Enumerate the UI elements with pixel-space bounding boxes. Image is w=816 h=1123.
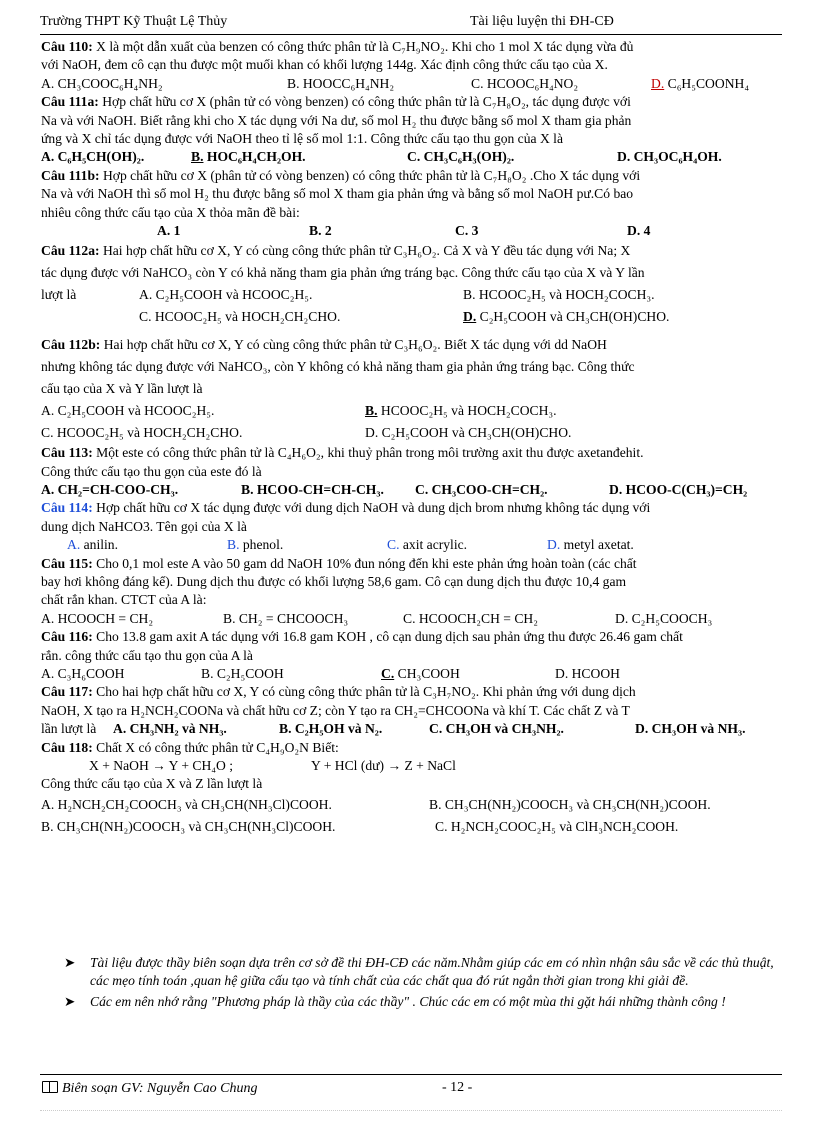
question-114: Câu 114: Hợp chất hữu cơ X tác dụng được với dung dịch NaOH và dung dịch brom nhưng không tác dụng với bbox=[41, 500, 651, 516]
bottom-dotted-rule bbox=[40, 1110, 782, 1111]
question-114-options bbox=[41, 536, 783, 554]
question-113-options bbox=[41, 481, 783, 499]
question-117: Câu 117: Cho hai hợp chất hữu cơ X, Y có cùng công thức phân tử là C₃H₇NO₂. Khi phản ứng với dung dịch bbox=[41, 684, 636, 700]
option-d: D. C₆H₅COONH₄ bbox=[651, 75, 750, 91]
question-111a-options bbox=[41, 148, 783, 166]
option-a: A. anilin. bbox=[67, 537, 118, 553]
option-c: C. HCOOC₂H₅ và HOCH₂CH₂CHO. bbox=[41, 425, 243, 441]
question-112b-options-1 bbox=[41, 400, 783, 422]
option-d: C. H₂NCH₂COOC₂H₅ và ClH₃NCH₂COOH. bbox=[435, 818, 679, 834]
option-c: C. HCOOC₂H₅ và HOCH₂CH₂CHO. bbox=[139, 309, 341, 325]
author-notes bbox=[64, 954, 776, 1013]
option-d: D. C₂H₅COOCH₃ bbox=[615, 610, 713, 626]
question-111b-options bbox=[41, 222, 783, 240]
option-d: D. C₂H₅COOH và CH₃CH(OH)CHO. bbox=[463, 309, 670, 325]
option-a: A. CH₃NH₂ và NH₃. bbox=[113, 721, 227, 737]
page-header bbox=[40, 12, 782, 35]
option-c: C. CH₃COO-CH=CH₂. bbox=[415, 482, 548, 498]
option-d: D. HCOO-C(CH₃)=CH₂ bbox=[609, 482, 748, 498]
question-118: Câu 118: Chất X có công thức phân tử C₄H₉O₂N Biết: bbox=[41, 739, 339, 755]
option-a: A. H₂NCH₂CH₂COOCH₃ và CH₃CH(NH₃Cl)COOH. bbox=[41, 796, 332, 812]
question-112b-options-2 bbox=[41, 422, 783, 444]
question-111a: Câu 111a: Hợp chất hữu cơ X (phân tử có vòng benzen) có công thức phân tử là C₇H₈O₂, tác dụng được với bbox=[41, 94, 631, 110]
question-111b: Câu 111b: Hợp chất hữu cơ X (phân tử có vòng benzen) có công thức phân tử là C₇H₈O₂ .Cho X tác dụng với bbox=[41, 167, 641, 183]
question-115: Câu 115: Cho 0,1 mol este A vào 50 gam dd NaOH 10% đun nóng đến khi este phản ứng hoàn toàn (các chất bbox=[41, 555, 637, 571]
question-117-options: lần lượt là A. CH₃NH₂ và NH₃. B. C₂H₅OH và N₂. C. CH₃OH và CH₃NH₂. D. CH₃OH và NH₃. bbox=[41, 720, 783, 738]
option-b: B. C₂H₅OH và N₂. bbox=[279, 721, 383, 737]
option-a: A. CH₂=CH-COO-CH₃. bbox=[41, 482, 179, 498]
option-c: C. HCOOCH₂CH = CH₂ bbox=[403, 610, 538, 626]
question-112a-options-1: lượt là A. C₂H₅COOH và HCOOC₂H₅. B. HCOOC₂H₅ và HOCH₂COCH₃. bbox=[41, 284, 783, 306]
option-a: A. CH₃COOC₆H₄NH₂ bbox=[41, 75, 163, 91]
option-a: A. C₆H₅CH(OH)₂. bbox=[41, 149, 145, 165]
author-credit: Biên soạn GV: Nguyễn Cao Chung bbox=[42, 1080, 257, 1097]
question-112a-options-2 bbox=[41, 306, 783, 328]
option-d: D. HCOOH bbox=[555, 665, 620, 681]
school-name: Trường THPT Kỹ Thuật Lệ Thủy bbox=[40, 14, 228, 29]
option-b: B. HCOOC₂H₅ và HOCH₂COCH₃. bbox=[365, 403, 557, 419]
document-title: Tài liệu luyện thi ĐH-CĐ bbox=[470, 14, 614, 29]
option-b: B. 2 bbox=[309, 222, 332, 238]
option-c: C. 3 bbox=[455, 222, 479, 238]
option-d: D. CH₃OH và NH₃. bbox=[635, 721, 746, 737]
option-d: D. 4 bbox=[627, 222, 651, 238]
question-112a: Câu 112a: Hai hợp chất hữu cơ X, Y có cùng công thức phân tử C₃H₆O₂. Cả X và Y đều tác dụng với Na; X bbox=[41, 243, 631, 259]
option-d: D. metyl axetat. bbox=[547, 537, 634, 553]
question-118-options-2 bbox=[41, 816, 783, 838]
option-c: C. axit acrylic. bbox=[387, 537, 468, 553]
question-110-options bbox=[41, 75, 783, 93]
option-b: B. CH₂ = CHCOOCH₃ bbox=[223, 610, 349, 626]
note-item: ➤ Các em nên nhớ rằng "Phương pháp là thầy của các thầy" . Chúc các em có một mùa thi gặt hái những thành công ! bbox=[64, 993, 776, 1011]
note-item: ➤ Tài liệu được thầy biên soạn dựa trên cơ sở đề thi ĐH-CĐ các năm.Nhằm giúp các em có nhìn nhận sâu sắc về các thủ thuật, các mẹo tính toán ,quan hệ giữa cấu tạo và tính chất của các chất qua đó rút ngắn thời gian trong khi giải đề. bbox=[64, 955, 774, 989]
option-a: A. C₂H₅COOH và HCOOC₂H₅. bbox=[41, 403, 215, 419]
question-118-equations: X + NaOH → Y + CH₄O ; Y + HCl (dư) → Z + NaCl bbox=[89, 757, 456, 773]
arrow-bullet-icon: ➤ bbox=[64, 993, 76, 1009]
option-a: A. 1 bbox=[157, 222, 181, 238]
option-a: A. C₃H₆COOH bbox=[41, 665, 125, 681]
question-110: Câu 110: X là một dẫn xuất của benzen có công thức phân tử là C₇H₉NO₂. Khi cho 1 mol X tác dụng vừa đủ bbox=[41, 39, 634, 54]
option-c: C. CH₃OH và CH₃NH₂. bbox=[429, 721, 564, 737]
option-c: B. CH₃CH(NH₂)COOCH₃ và CH₃CH(NH₃Cl)COOH. bbox=[41, 818, 336, 834]
question-116: Câu 116: Cho 13.8 gam axit A tác dụng với 16.8 gam KOH , cô cạn dung dịch sau phản ứng thu được 26.46 gam chất bbox=[41, 629, 683, 645]
question-115-options bbox=[41, 610, 783, 628]
option-c: C. CH₃C₆H₃(OH)₂. bbox=[407, 149, 515, 165]
option-b: B. phenol. bbox=[227, 537, 284, 553]
option-b: B. CH₃CH(NH₂)COOCH₃ và CH₃CH(NH₂)COOH. bbox=[429, 796, 711, 812]
option-b: B. HCOOC₂H₅ và HOCH₂COCH₃. bbox=[463, 287, 655, 303]
option-a: A. HCOOCH = CH₂ bbox=[41, 610, 154, 626]
option-b: B. HOOCC₆H₄NH₂ bbox=[287, 75, 395, 91]
option-d: D. C₂H₅COOH và CH₃CH(OH)CHO. bbox=[365, 425, 572, 441]
option-b: B. HCOO-CH=CH-CH₃. bbox=[241, 482, 384, 498]
question-116-options bbox=[41, 665, 783, 683]
page-footer bbox=[40, 1074, 782, 1096]
question-112b: Câu 112b: Hai hợp chất hữu cơ X, Y có cùng công thức phân tử C₃H₆O₂. Biết X tác dụng với dd NaOH bbox=[41, 337, 607, 353]
arrow-bullet-icon: ➤ bbox=[64, 955, 76, 970]
book-icon bbox=[42, 1081, 58, 1093]
page-number: - 12 - bbox=[442, 1080, 473, 1095]
option-b: B. C₂H₅COOH bbox=[201, 665, 284, 681]
option-c: C. CH₃COOH bbox=[381, 665, 460, 681]
question-113: Câu 113: Một este có công thức phân tử là C₄H₆O₂, khi thuỷ phân trong môi trường axit thu được axetanđehit. bbox=[41, 445, 644, 461]
option-d: D. CH₃OC₆H₄OH. bbox=[617, 149, 722, 165]
question-list: Câu 110: X là một dẫn xuất của benzen có công thức phân tử là C₇H₉NO₂. Khi cho 1 mol X tác dụng vừa đủ với NaOH, đem cô cạn thu được một muối khan có khối lượng 144g. Xác định công thức cấu tạo của X. A. CH₃COOC₆H₄NH₂ B. HOOCC₆H₄NH₂ C. HCOOC₆H₄NO₂ D. C₆H₅COONH₄ Câu 111a: Hợp chất hữu cơ X (phân tử có vòng benzen) có công thức phân tử là C₇H₈O₂, tác dụng được với Na và với NaOH. Biết rằng khi cho X tác dụng với Na dư, số mol H₂ thu được bằng số mol X tham gia phản ứng và X chỉ tác dụng được với NaOH theo tỉ lệ số mol 1:1. Công thức cấu tạo thu gọn của X là A. C₆H₅CH(OH)₂. B. HOC₆H₄CH₂OH. C. CH₃C₆H₃(OH)₂. D. CH₃OC₆H₄OH. Câu 111b: Hợp chất hữu cơ X (phân tử có vòng benzen) có công thức phân tử là C₇H₈O₂ .Cho X tác dụng với Na và với NaOH thì số mol H₂ thu được bằng số mol X tham gia phản ứng và bằng số mol NaOH pư.Có bao nhiêu công thức cấu tạo của X thỏa mãn đề bài: A. 1 B. 2 C. 3 D. 4 Câu 112a: Hai hợp chất hữu cơ X, Y có cùng công thức phân tử C₃H₆O₂. Cả X và Y đều tác dụng với Na; X tác dụng được với NaHCO₃ còn Y có khả năng tham gia phản ứng tráng bạc. Công thức cấu tạo của X và Y lần lượt là A. C₂H₅COOH và HCOOC₂H₅. B. HCOOC₂H₅ và HOCH₂COCH₃. C. HCOOC₂H₅ và HOCH₂CH₂CHO. D. C₂H₅COOH và CH₃CH(OH)CHO. Câu 112b: Hai hợp chất hữu cơ X, Y có cùng công thức phân tử C₃H₆O₂. Biết X tác dụng với dd NaOH nhưng không tác dụng được với NaHCO₃, còn Y không có khả năng tham gia phản ứng tráng bạc. Công thức cấu tạo của X và Y lần lượt là A. C₂H₅COOH và HCOOC₂H₅. B. HCOOC₂H₅ và HOCH₂COCH₃. C. HCOOC₂H₅ và HOCH₂CH₂CHO. D. C₂H₅COOH và CH₃CH(OH)CHO. Câu 113: Một este có công thức phân tử là C₄H₆O₂, khi thuỷ phân trong môi trường axit thu được axetanđehit. Công thức cấu tạo thu gọn của este đó là A. CH₂=CH-COO-CH₃. B. HCOO-CH=CH-CH₃. C. CH₃COO-CH=CH₂. D. HCOO-C(CH₃)=CH₂ Câu 114: Hợp chất hữu cơ X tác dụng được với dung dịch NaOH và dung dịch brom nhưng không tác dụng với dung dịch NaHCO3. Tên gọi của X là A. anilin. B. phenol. C. axit acrylic. D. metyl axetat. Câu 115: Cho 0,1 mol este A vào 50 gam dd NaOH 10% đun nóng đến khi este phản ứng hoàn toàn (các chất bay hơi không đáng kể). Dung dịch thu được có khối lượng 58,6 gam. Cô cạn dung dịch thu được 10,4 gam chất rắn khan. CTCT của A là: A. HCOOCH = CH₂ B. CH₂ = CHCOOCH₃ C. HCOOCH₂CH = CH₂ D. C₂H₅COOCH₃ Câu 116: Cho 13.8 gam axit A tác dụng với 16.8 gam KOH , cô cạn dung dịch sau phản ứng thu được 26.46 gam chất rắn. công thức cấu tạo thu gọn của A là A. C₃H₆COOH B. C₂H₅COOH C. CH₃COOH D. HCOOH Câu 117: Cho hai hợp chất hữu cơ X, Y có cùng công thức phân tử là C₃H₇NO₂. Khi phản ứng với dung dịch NaOH, X tạo ra H₂NCH₂COONa và chất hữu cơ Z; còn Y tạo ra CH₂=CHCOONa và khí T. Các chất Z và T lần lượt là A. CH₃NH₂ và NH₃. B. C₂H₅OH và N₂. C. CH₃OH và CH₃NH₂. D. CH₃OH và NH₃. Câu 118: Chất X có công thức phân tử C₄H₉O₂N Biết: X + NaOH → Y + CH₄O ; Y + HCl (dư) → Z + NaCl Công thức cấu tạo của X và Z lần lượt là A. H₂NCH₂CH₂COOCH₃ và CH₃CH(NH₃Cl)COOH. B. CH₃CH(NH₂)COOCH₃ và CH₃CH(NH₂)COOH. B. CH₃CH(NH₂)COOCH₃ và CH₃CH(NH₃Cl)COOH. C. H₂NCH₂COOC₂H₅ và ClH₃NCH₂COOH. bbox=[41, 38, 783, 838]
option-a: A. C₂H₅COOH và HCOOC₂H₅. bbox=[139, 287, 313, 303]
option-b: B. HOC₆H₄CH₂OH. bbox=[191, 149, 306, 165]
question-118-options-1 bbox=[41, 794, 783, 816]
option-c: C. HCOOC₆H₄NO₂ bbox=[471, 75, 579, 91]
